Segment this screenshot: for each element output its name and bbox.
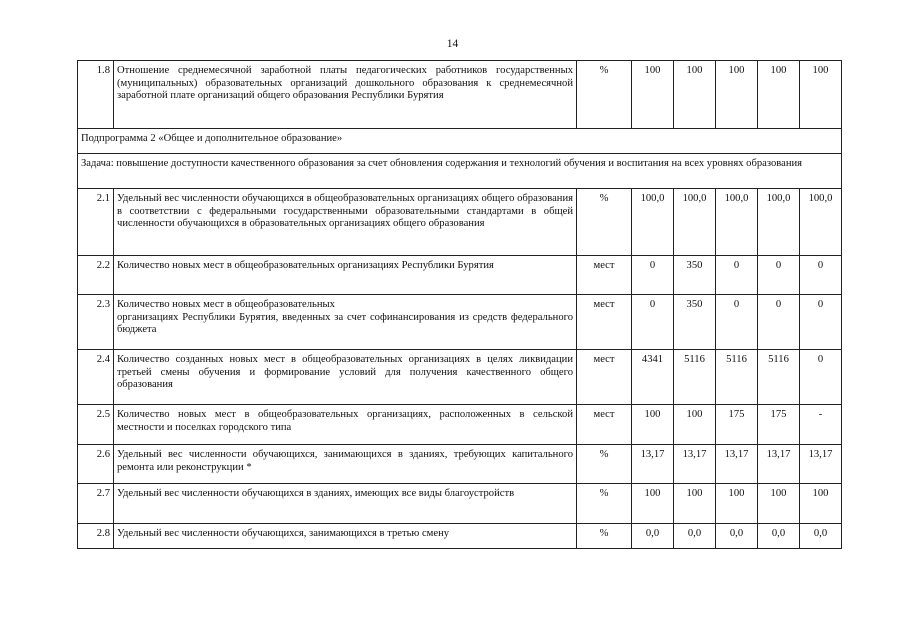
unit-cell: %: [577, 524, 632, 549]
value-cell: 0: [632, 295, 674, 350]
table-row: [78, 256, 842, 295]
value-cell: 0,0: [674, 524, 716, 549]
value-cell: 350: [674, 256, 716, 295]
table-row: [78, 189, 842, 256]
value-cell: 175: [716, 405, 758, 445]
value-cell: 0: [800, 295, 842, 350]
value-cell: 0: [758, 295, 800, 350]
indicator-name: Удельный вес численности обучающихся, занимающихся в третью смену: [114, 524, 577, 549]
value-cell: 0,0: [716, 524, 758, 549]
unit-cell: мест: [577, 405, 632, 445]
unit-cell: %: [577, 484, 632, 524]
page-number: 14: [446, 38, 459, 50]
indicator-name: Количество созданных новых мест в общеобразовательных организациях в целях ликвидации третьей смены обучения и формирование условий для получения качественного общего образования: [114, 350, 577, 405]
row-number: 1.8: [78, 61, 114, 129]
value-cell: 5116: [674, 350, 716, 405]
value-cell: 13,17: [674, 445, 716, 484]
table-row: [78, 484, 842, 524]
value-cell: 100,0: [674, 189, 716, 256]
value-cell: 100: [674, 484, 716, 524]
value-cell: 0: [716, 295, 758, 350]
value-cell: 100: [800, 484, 842, 524]
value-cell: 0: [758, 256, 800, 295]
value-cell: 100: [716, 61, 758, 129]
table-row: [78, 405, 842, 445]
value-cell: 100: [800, 61, 842, 129]
value-cell: 100,0: [758, 189, 800, 256]
value-cell: 13,17: [800, 445, 842, 484]
unit-cell: мест: [577, 350, 632, 405]
row-number: 2.8: [78, 524, 114, 549]
value-cell: 100: [674, 61, 716, 129]
value-cell: 100,0: [632, 189, 674, 256]
value-cell: 0: [632, 256, 674, 295]
value-cell: 100: [632, 61, 674, 129]
indicator-name: Удельный вес численности обучающихся в зданиях, имеющих все виды благоустройств: [114, 484, 577, 524]
value-cell: 100: [716, 484, 758, 524]
unit-cell: %: [577, 189, 632, 256]
value-cell: 13,17: [716, 445, 758, 484]
unit-cell: мест: [577, 256, 632, 295]
value-cell: 100: [674, 405, 716, 445]
value-cell: 0,0: [758, 524, 800, 549]
value-cell: 4341: [632, 350, 674, 405]
table-row: [78, 61, 842, 129]
value-cell: -: [800, 405, 842, 445]
indicator-name-line: организациях Республики Бурятия, введенных за счет софинансирования из средств федерального бюджета: [117, 311, 573, 335]
value-cell: 13,17: [632, 445, 674, 484]
value-cell: 350: [674, 295, 716, 350]
row-number: 2.5: [78, 405, 114, 445]
table-row: [78, 295, 842, 350]
task-row: [78, 154, 842, 189]
subprogram-title: Подпрограмма 2 «Общее и дополнительное образование»: [78, 129, 842, 154]
unit-cell: мест: [577, 295, 632, 350]
value-cell: 100,0: [800, 189, 842, 256]
row-number: 2.3: [78, 295, 114, 350]
indicator-name-line: Количество новых мест в общеобразовательных: [117, 299, 335, 310]
indicator-name: Отношение среднемесячной заработной платы педагогических работников государственных (муниципальных) образовательных организаций дошкольного образования к среднемесячной заработной плате организаций общего образования Республики Бурятия: [114, 61, 577, 129]
indicator-name: Удельный вес численности обучающихся в общеобразовательных организациях общего образования в соответствии с федеральными государственными образовательными стандартами в общей численности обучающихся в образовательных организациях общего образования: [114, 189, 577, 256]
task-text: Задача: повышение доступности качественного образования за счет обновления содержания и технологий обучения и воспитания на всех уровнях образования: [78, 154, 842, 189]
table-row: [78, 445, 842, 484]
row-number: 2.1: [78, 189, 114, 256]
subprogram-row: [78, 129, 842, 154]
value-cell: 100: [632, 405, 674, 445]
value-cell: 0,0: [632, 524, 674, 549]
table-row: [78, 524, 842, 549]
value-cell: 0: [716, 256, 758, 295]
value-cell: 100: [758, 484, 800, 524]
indicators-table: [77, 60, 842, 549]
value-cell: 0,0: [800, 524, 842, 549]
value-cell: 0: [800, 256, 842, 295]
indicator-name: Количество новых мест в общеобразовательных организациях Республики Бурятия: [114, 256, 577, 295]
indicator-name: Удельный вес численности обучающихся, занимающихся в зданиях, требующих капитального ремонта или реконструкции *: [114, 445, 577, 484]
row-number: 2.4: [78, 350, 114, 405]
value-cell: 100: [758, 61, 800, 129]
value-cell: 100,0: [716, 189, 758, 256]
row-number: 2.6: [78, 445, 114, 484]
unit-cell: %: [577, 445, 632, 484]
value-cell: 0: [800, 350, 842, 405]
value-cell: 13,17: [758, 445, 800, 484]
row-number: 2.7: [78, 484, 114, 524]
value-cell: 5116: [716, 350, 758, 405]
row-number: 2.2: [78, 256, 114, 295]
unit-cell: %: [577, 61, 632, 129]
indicator-name: [114, 295, 577, 350]
value-cell: 5116: [758, 350, 800, 405]
table-row: [78, 350, 842, 405]
indicator-name: Количество новых мест в общеобразовательных организациях, расположенных в сельской местности и поселках городского типа: [114, 405, 577, 445]
value-cell: 100: [632, 484, 674, 524]
value-cell: 175: [758, 405, 800, 445]
